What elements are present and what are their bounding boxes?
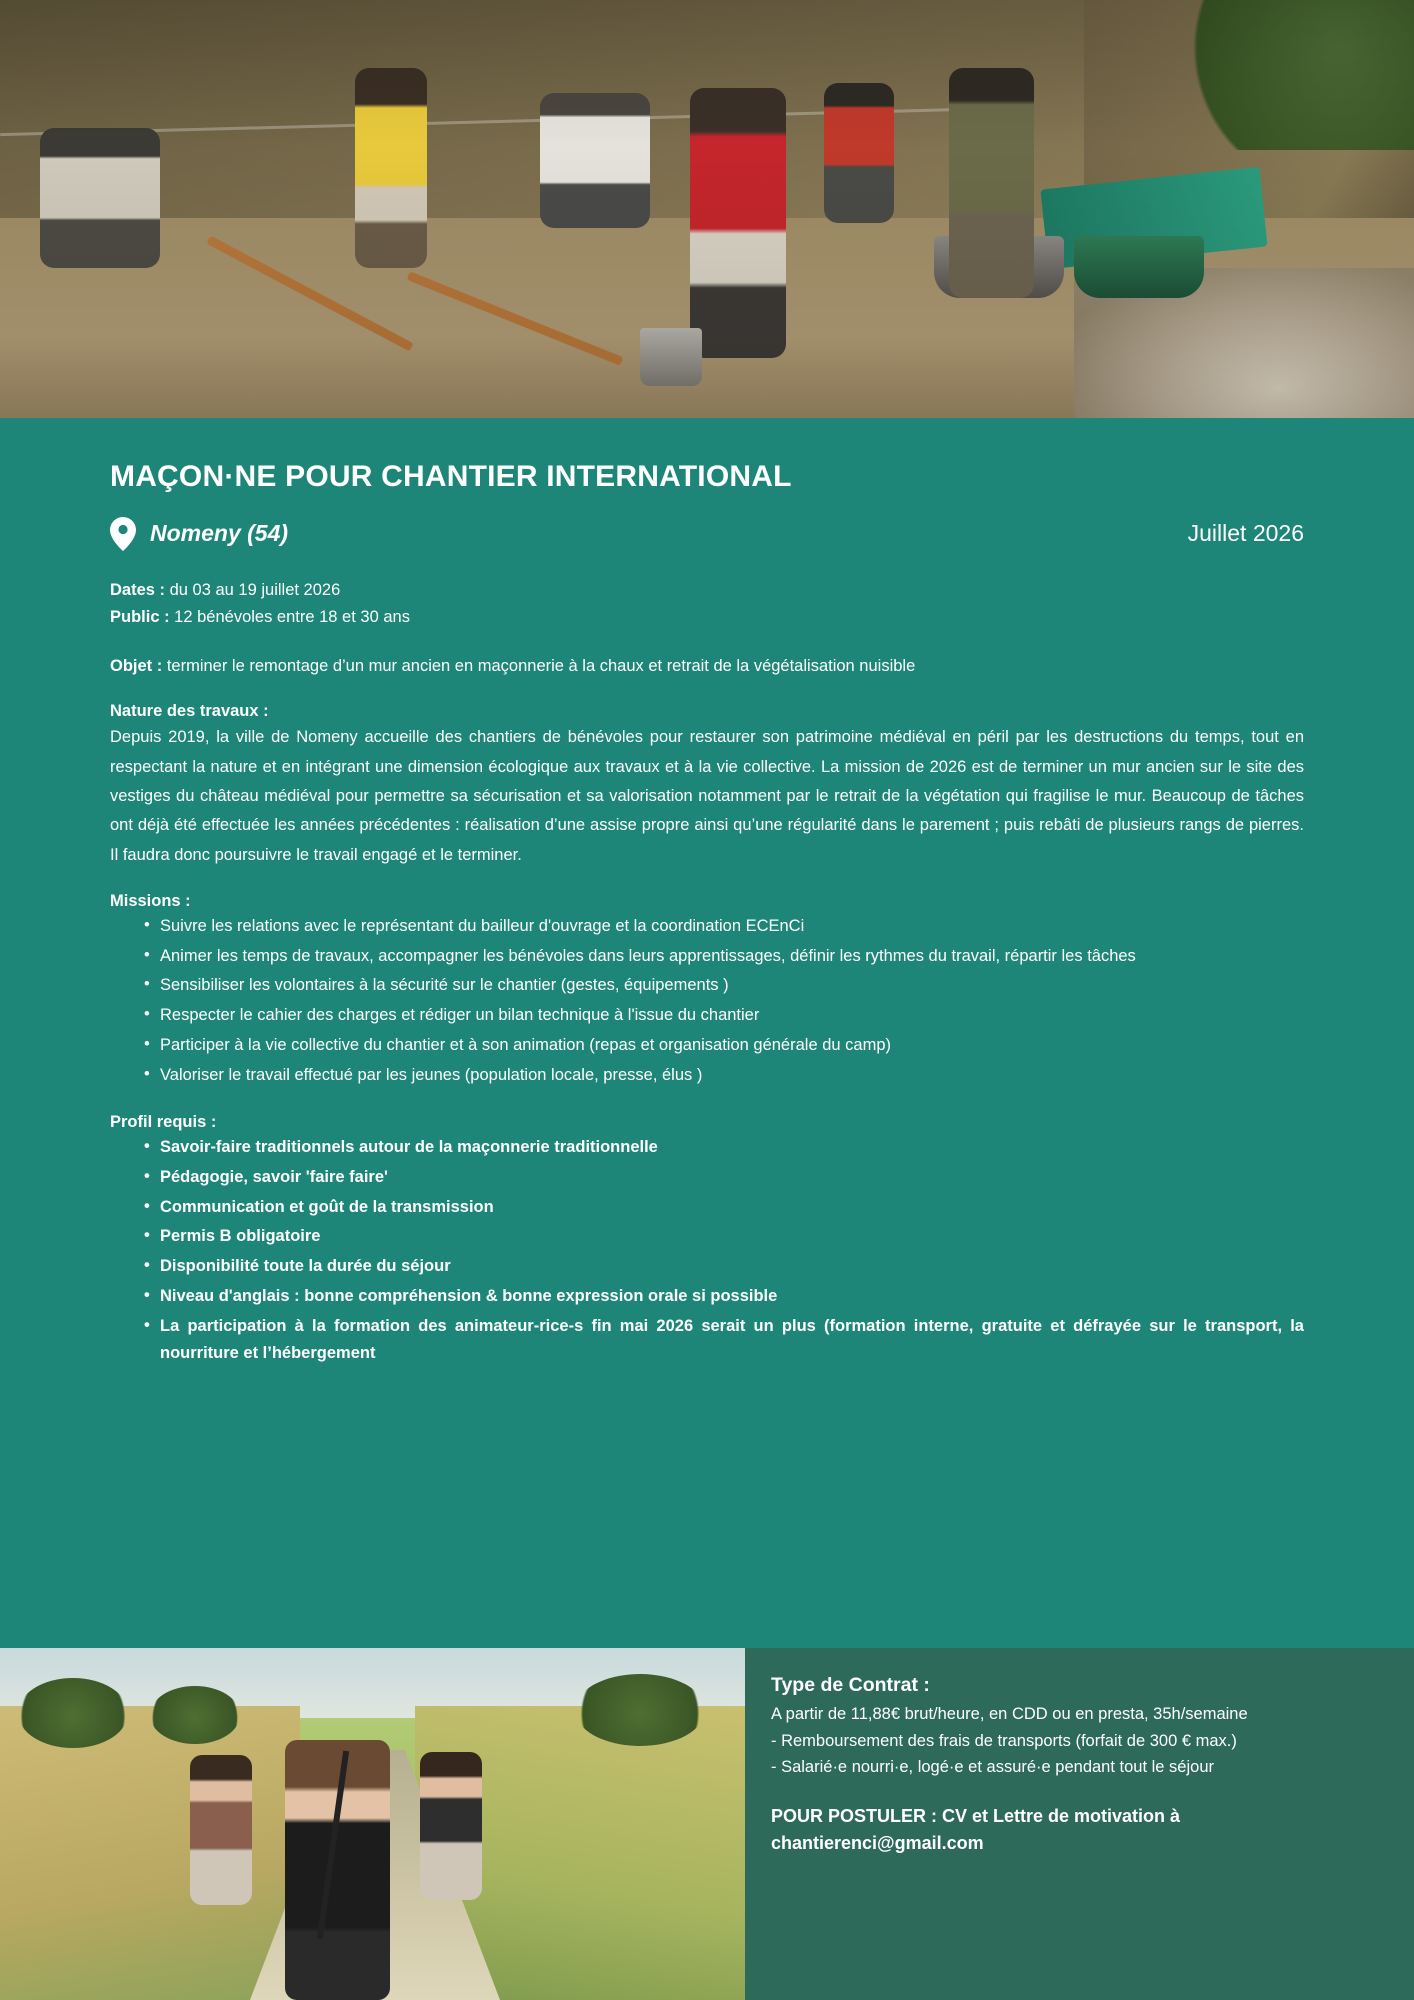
contract-line-salary: A partir de 11,88€ brut/heure, en CDD ou en presta, 35h/semaine bbox=[771, 1705, 1248, 1723]
footer-field-left bbox=[0, 1706, 300, 2000]
missions-heading: Missions : bbox=[110, 891, 191, 910]
list-item: • Sensibiliser les volontaires à la sécurité sur le chantier (gestes, équipements ) bbox=[144, 972, 1304, 1000]
list-item: • Valoriser le travail effectué par les jeunes (population locale, presse, élus ) bbox=[144, 1062, 1304, 1090]
list-item: • Permis B obligatoire bbox=[144, 1223, 1304, 1251]
spacer-3 bbox=[110, 870, 1304, 892]
hero-person-seated bbox=[40, 128, 160, 268]
location-period-row bbox=[110, 517, 1304, 551]
contract-line-transport: - Remboursement des frais de transports (forfait de 300 € max.) bbox=[771, 1731, 1237, 1750]
hero-person-olive-shirt bbox=[949, 68, 1034, 298]
objet-label: Objet : bbox=[110, 656, 163, 675]
hero-person-white-shirt bbox=[540, 93, 650, 228]
list-item: • Disponibilité toute la durée du séjour bbox=[144, 1253, 1304, 1281]
objet-line bbox=[110, 653, 1304, 680]
page-title: MAÇON·NE POUR CHANTIER INTERNATIONAL bbox=[110, 460, 792, 493]
dates-label: Dates : bbox=[110, 580, 166, 599]
apply-block bbox=[771, 1803, 1380, 1857]
list-item: • La participation à la formation des animateur-rice-s fin mai 2026 serait un plus (formation interne, gratuite et défrayée sur le transport, la nourriture et l’hébergement bbox=[144, 1313, 1304, 1368]
poster-content bbox=[0, 418, 1414, 1622]
hero-bucket bbox=[640, 328, 702, 386]
hero-person-yellow-top bbox=[355, 68, 427, 268]
list-item: • Niveau d'anglais : bonne compréhension & bonne expression orale si possible bbox=[144, 1283, 1304, 1311]
public-line bbox=[110, 604, 1304, 631]
profil-list bbox=[110, 1134, 1304, 1368]
contract-line-housing: - Salarié·e nourri·e, logé·e et assuré·e pendant tout le séjour bbox=[771, 1758, 1214, 1777]
footer-tree-three bbox=[575, 1674, 705, 1746]
apply-instruction: POUR POSTULER : CV et Lettre de motivation à bbox=[771, 1806, 1181, 1827]
footer-photo-hikers bbox=[0, 1648, 745, 2000]
footer-tree-one bbox=[18, 1678, 128, 1748]
spacer-2 bbox=[110, 680, 1304, 702]
footer-tree-two bbox=[150, 1686, 240, 1744]
footer-info-panel bbox=[745, 1648, 1414, 2000]
location-group bbox=[110, 517, 288, 551]
footer-person-right bbox=[420, 1752, 482, 1900]
footer-person-front bbox=[285, 1740, 390, 2000]
period-label: Juillet 2026 bbox=[1187, 520, 1304, 546]
footer-person-left bbox=[190, 1755, 252, 1905]
objet-value: terminer le remontage d’un mur ancien en maçonnerie à la chaux et retrait de la végétalisation nuisible bbox=[162, 656, 916, 675]
profil-heading: Profil requis : bbox=[110, 1113, 217, 1132]
spacer-1 bbox=[110, 631, 1304, 653]
list-item: • Pédagogie, savoir 'faire faire' bbox=[144, 1164, 1304, 1192]
list-item: • Animer les temps de travaux, accompagner les bénévoles dans leurs apprentissages, définir les rythmes du travail, répartir les tâches bbox=[144, 943, 1304, 971]
public-value: 12 bénévoles entre 18 et 30 ans bbox=[169, 607, 410, 626]
dates-line bbox=[110, 577, 1304, 604]
list-item: • Respecter le cahier des charges et rédiger un bilan technique à l'issue du chantier bbox=[144, 1002, 1304, 1030]
hero-person-background bbox=[824, 83, 894, 223]
spacer-4 bbox=[110, 1091, 1304, 1113]
hero-photo-worksite bbox=[0, 0, 1414, 418]
hero-person-red-shirt bbox=[690, 88, 786, 358]
missions-list bbox=[110, 913, 1304, 1089]
contract-heading: Type de Contrat : bbox=[771, 1674, 930, 1696]
location-label: Nomeny (54) bbox=[150, 520, 289, 546]
hero-wheelbarrow-green bbox=[1074, 236, 1204, 298]
dates-value: du 03 au 19 juillet 2026 bbox=[165, 580, 341, 599]
nature-heading: Nature des travaux : bbox=[110, 702, 269, 721]
map-pin-icon bbox=[110, 517, 136, 551]
list-item: • Suivre les relations avec le représentant du bailleur d'ouvrage et la coordination ECEnCi bbox=[144, 913, 1304, 941]
apply-email[interactable]: chantierenci@gmail.com bbox=[771, 1833, 984, 1854]
list-item: • Participer à la vie collective du chantier et à son animation (repas et organisation générale du camp) bbox=[144, 1032, 1304, 1060]
footer-section bbox=[0, 1648, 1414, 2000]
nature-paragraph: Depuis 2019, la ville de Nomeny accueille des chantiers de bénévoles pour restaurer son patrimoine médiéval en péril par les destructions du temps, tout en respectant la nature et en intégrant une dimension écologique aux travaux et à la vie collective. La mission de 2026 est de terminer un mur ancien sur le site des vestiges du château médiéval pour permettre sa sécurisation et sa valorisation notamment par le retrait de la végétation qui fragilise le mur. Beaucoup de tâches ont déjà été effectuée les années précédentes : réalisation d’une assise propre ainsi qu’une régularité dans le parement ; puis rebâti de plusieurs rangs de pierres. Il faudra donc poursuivre le travail engagé et le terminer. bbox=[110, 728, 1304, 864]
hero-foliage bbox=[1164, 0, 1414, 150]
list-item: • Savoir-faire traditionnels autour de la maçonnerie traditionnelle bbox=[144, 1134, 1304, 1162]
public-label: Public : bbox=[110, 607, 170, 626]
list-item: • Communication et goût de la transmission bbox=[144, 1194, 1304, 1222]
